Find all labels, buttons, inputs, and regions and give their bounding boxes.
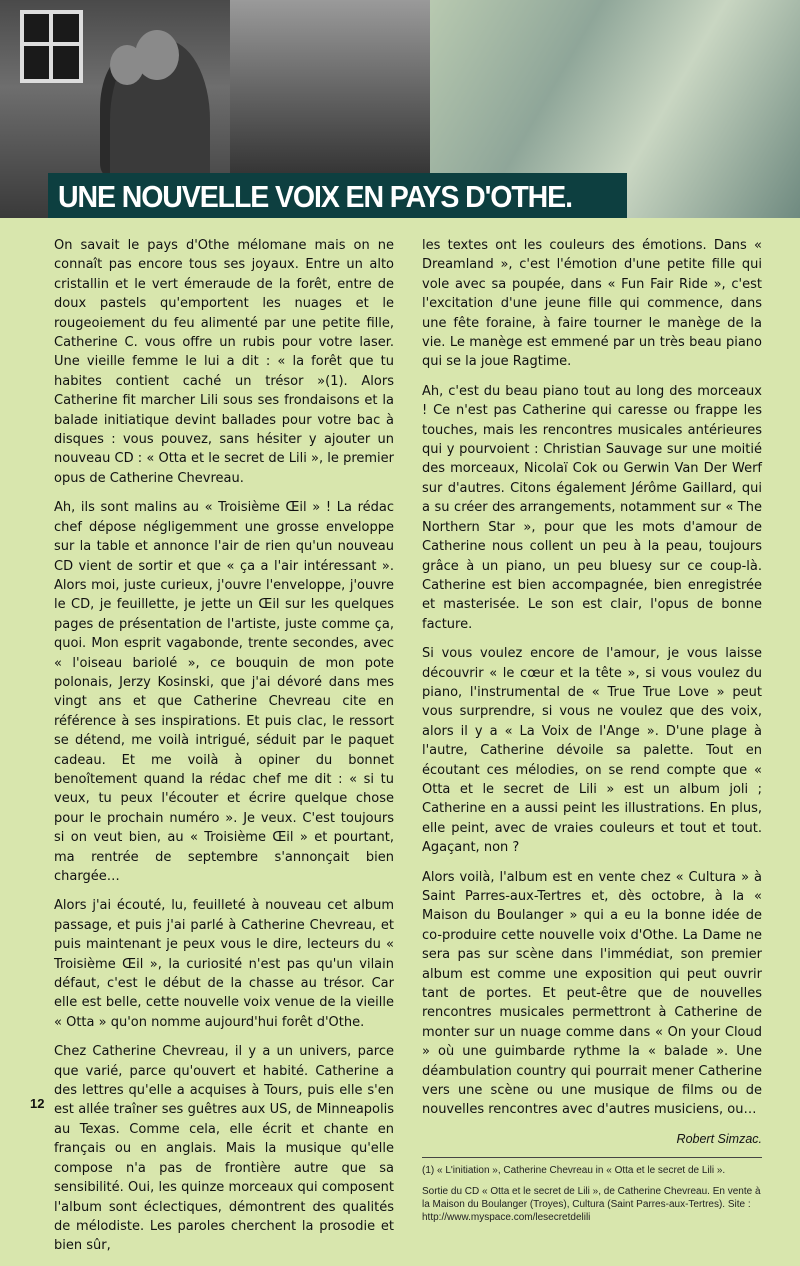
paragraph: Ah, c'est du beau piano tout au long des morceaux ! Ce n'est pas Catherine qui caresse ou frappe les touches, mais les rencontres musicales antérieures qui y pourvoient : Christian Sauvage sur une moitié des morceaux, Nicolaï Cok ou Gerwin Van Der Werf sur d'autres. Citons également Jérôme Gaillard, qui a su créer des arrangements, notamment sur « The Northern Star », pour que les mots d'amour de Catherine nous collent un peu à la peau, toujours grâce à un piano, un peu bluesy sur ce coup-là. Catherine est bien accompagnée, bien enregistrée et masterisée. Le son est clair, l'opus de bonne facture. [422,383,762,632]
page-number: 12 [30,1096,45,1111]
paragraph: Ah, ils sont malins au « Troisième Œil » ! La rédac chef dépose négligemment une grosse enveloppe sur la table et annonce l'air de rien qu'un nouveau CD vient de sortir et que « ça a l'air intéressant ». Alors moi, juste curieux, j'ouvre l'enveloppe, j'ouvre le CD, je feuillette, je jette un Œil sur les quelques pages de présentation de l'artiste, juste comme ça, quoi. Mon esprit vagabonde, trente secondes, avec « l'oiseau bariolé », ce bouquin de mon pote polonais, Jerzy Kosinski, que j'ai dévoré dans mes vingt ans et que Catherine Chevreau cite en référence à ses inspirations. Et puis clac, le ressort se détend, me voilà intrigué, séduit par le paquet cadeau. Et me voilà à opiner du bonnet benoîtement quand la rédac chef me dit : « si tu veux, tu peux l'écouter et écrire quelque chose pour le prochain numéro ». Je veux. C'est toujours si on veut bien, au « Troisième Œil » et pourtant, ma rentrée de septembre s'annonçait bien chargée… [54,500,394,884]
window-graphic [20,10,83,83]
paragraph: les textes ont les couleurs des émotions. Dans « Dreamland », c'est l'émotion d'une petite fille qui vole avec sa poupée, dans « Fun Fair Ride », c'est l'excitation d'une jeune fille qui commence, dans une fête foraine, à faire tourner le manège de la vie. Le manège est emmené par un très beau piano qui se la joue Ragtime. [422,238,762,370]
paragraph: Alors j'ai écouté, lu, feuilleté à nouveau cet album passage, et puis j'ai parlé à Catherine Chevreau, et puis maintenant je peux vous le dire, lecteurs du « Troisième Œil », la curiosité n'est pas qu'un vilain défaut, c'est le début de la chasse au trésor. Car elle est belle, cette nouvelle voix venue de la vieille « Otta » qu'on nomme aujourd'hui forêt d'Othe. [54,898,394,1030]
paragraph: On savait le pays d'Othe mélomane mais on ne connaît pas encore tous ses joyaux. Entre un alto cristallin et le vert émeraude de la forêt, entre de doux pastels qu'emportent les nuages et le rougeoiement du feu alimenté par une petite fille, Catherine C. vous offre un rubis pour votre laser. Une vieille femme le lui a dit : « la forêt que tu habites contient caché un trésor »(1). Alors Catherine fit marcher Lili sous ses frondaisons et la balade initiatique devint ballades pour votre bac à disques : vous pouvez, sans hésiter y ajouter un nouveau CD : « Otta et le secret de Lili », le premier opus de Catherine Chevreau. [54,238,394,486]
left-column [54,236,394,1266]
paragraph: Chez Catherine Chevreau, il y a un univers, parce que varié, parce qu'ouvert et habité. Catherine a des lettres qu'elle a acquises à Tours, puis elle s'en est allée traîner ses guêtres aux US, de Minneapolis au Texas. Comme cela, elle écrit et chante en français ou en anglais. Mais la musique qu'elle compose n'a pas de frontière autre que sa sensibilité. Oui, les quinze morceaux qui composent l'album sont éclectiques, démontrent des qualités de mélodiste. Les paroles cherchent la prosodie et bien sûr, [54,1044,394,1254]
album-credits: Sortie du CD « Otta et le secret de Lili », de Catherine Chevreau. En vente à la Maison du Boulanger (Troyes), Cultura (Saint Parres-aux-Tertres). Site : http://www.myspace.com/lesecretdelili [422,1186,761,1224]
footnote: (1) « L'initiation », Catherine Chevreau in « Otta et le secret de Lili ». [422,1165,726,1177]
footnote-divider [422,1157,762,1158]
author-signature: Robert Simzac. [676,1131,762,1146]
right-column [422,236,762,1232]
page-title: UNE NOUVELLE VOIX EN PAYS D'OTHE. [58,179,572,214]
person-head [135,30,179,80]
title-band [48,173,627,218]
paragraph: Si vous voulez encore de l'amour, je vous laisse découvrir « le cœur et la tête », si vous voulez du piano, l'instrumental de « True True Love » peut vous surprendre, si vous ne voulez que des voix, alors il y a « La Voix de l'Ange ». D'une plage à l'autre, Catherine dévoile sa palette. Tout en écoutant ces mélodies, on se rend compte que « Otta et le secret de Lili » est un album joli ; Catherine en a aussi peint les illustrations. En plus, elle peint, avec de vraies couleurs et tout et tout. Agaçant, non ? [422,646,762,856]
paragraph: Alors voilà, l'album est en vente chez « Cultura » à Saint Parres-aux-Tertres et, dès octobre, à la « Maison du Boulanger » qui a eu la bonne idée de co-produire cette nouvelle voix d'Othe. La Dame ne sera pas sur scène dans l'immédiat, son premier album est comme une exposition qui peut ouvrir tant de portes. Et peut-être que de nouvelles rencontres musicales permettront à Catherine de monter sur un nuage comme dans « On your Cloud » où une guimbarde rythme la « balade ». Une déambulation country qui pourrait mener Catherine vers une scène ou une musique de films ou de nouvelles rencontres avec d'autres musiciens, ou… [422,869,762,1118]
